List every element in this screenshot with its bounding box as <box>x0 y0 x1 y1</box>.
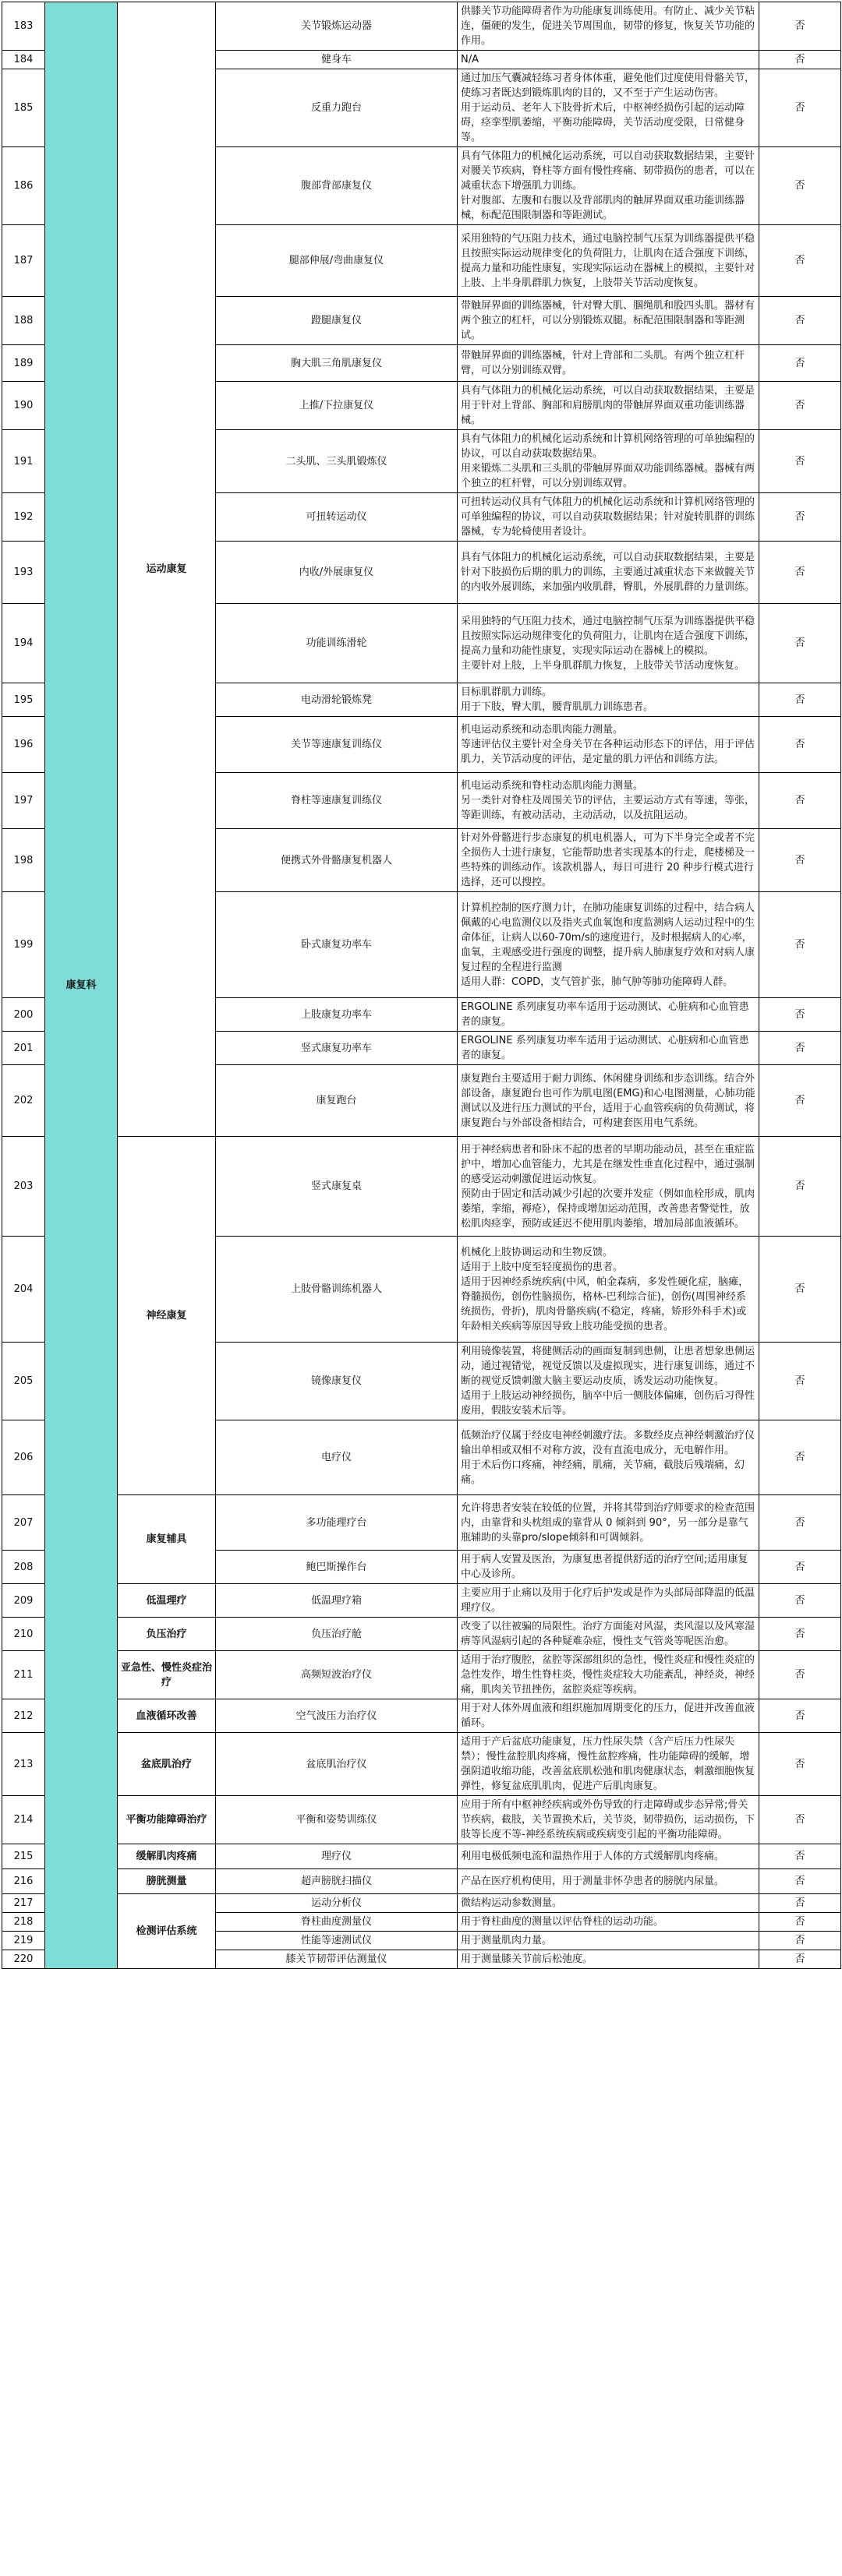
row-number: 212 <box>2 1699 45 1733</box>
description-line: 利用电极低频电流和温热作用于人体的方式缓解肌肉疼痛。 <box>461 1851 725 1862</box>
description-line: 用于运动员、老年人下肢骨折术后，中枢神经损伤引起的运动障碍，痉挛型肌萎缩，平衡功能障碍，关节活动度受限，日常健身等。 <box>461 102 745 143</box>
equipment-table <box>2 2 841 1969</box>
table-row <box>2 1796 841 1844</box>
description-line: N/A <box>461 54 479 65</box>
category-cell: 负压治疗 <box>118 1618 216 1651</box>
category-cell: 检测评估系统 <box>118 1894 216 1969</box>
description-line: 适用于上肢运动神经损伤，脑卒中后一侧肢体偏瘫，创伤后习得性废用，假肢安装术后等。 <box>461 1390 755 1417</box>
equipment-name: 二头肌、三头肌锻炼仪 <box>216 430 458 493</box>
imported-flag: 否 <box>759 430 841 493</box>
equipment-description <box>458 1237 759 1343</box>
imported-flag: 否 <box>759 1869 841 1894</box>
category-cell: 低温理疗 <box>118 1584 216 1618</box>
imported-flag: 否 <box>759 51 841 69</box>
equipment-description <box>458 1137 759 1237</box>
imported-flag: 否 <box>759 1796 841 1844</box>
row-number: 216 <box>2 1869 45 1894</box>
description-line: 机电运动系统和脊柱动态肌肉能力测量。 <box>461 780 644 792</box>
table-body <box>2 2 841 1969</box>
category-cell: 康复辅具 <box>118 1495 216 1584</box>
equipment-name: 胸大肌三角肌康复仪 <box>216 345 458 382</box>
table-row <box>2 1894 841 1913</box>
imported-flag: 否 <box>759 773 841 829</box>
description-line: 另一类针对脊柱及周围关节的评估，主要运动方式有等速，等张，等距训练，有被动活动，主动活动，以及抗阻运动。 <box>461 795 755 821</box>
equipment-description <box>458 430 759 493</box>
equipment-name: 负压治疗舱 <box>216 1618 458 1651</box>
imported-flag: 否 <box>759 297 841 345</box>
row-number: 189 <box>2 345 45 382</box>
row-number: 209 <box>2 1584 45 1618</box>
description-line: 可扭转运动仪具有气体阻力的机械化运动系统和计算机网络管理的可单独编程的协议，可以自动获取数据结果；针对旋转肌群的训练器械，专为轮椅使用者设计。 <box>461 496 755 538</box>
table-row <box>2 1137 841 1237</box>
equipment-description <box>458 1551 759 1584</box>
equipment-name: 反重力跑台 <box>216 69 458 147</box>
description-line: 应用于所有中枢神经疾病或外伤导致的行走障碍或步态异常;骨关节疾病，截肢，关节置换术后，关节炎，韧带损伤，运动损伤，下肢等长度不等-神经系统疾病或疾病变引起的平衡功能障碍。 <box>461 1799 755 1840</box>
equipment-name: 脊柱等速康复训练仪 <box>216 773 458 829</box>
equipment-name: 健身车 <box>216 51 458 69</box>
equipment-description <box>458 345 759 382</box>
description-line: 允许将患者安装在较低的位置，并将其带到治疗师要求的检查范围内，由靠背和头枕组成的靠背从 0 倾斜到 90°，另一部分是靠气瓶辅助的头靠pro/slope倾斜和可调倾斜。 <box>461 1501 755 1544</box>
equipment-description <box>458 493 759 542</box>
equipment-name: 镜像康复仪 <box>216 1343 458 1420</box>
equipment-name: 高频短波治疗仪 <box>216 1651 458 1699</box>
category-cell: 缓解肌肉疼痛 <box>118 1844 216 1869</box>
equipment-name: 多功能理疗台 <box>216 1495 458 1551</box>
row-number: 192 <box>2 493 45 542</box>
imported-flag: 否 <box>759 717 841 773</box>
description-line: 适用于因神经系统疾病(中风，帕金森病，多发性硬化症，脑瘫，脊髓损伤，创伤性脑损伤，格林-巴利综合征)，创伤(周围神经系统损伤，骨折)，肌肉骨骼疾病(不稳定，疼痛，矫形外科手术)或年龄相关疾病等原因导致上肢功能受损的患者。 <box>461 1276 749 1332</box>
equipment-name: 内收/外展康复仪 <box>216 542 458 604</box>
imported-flag: 否 <box>759 1618 841 1651</box>
equipment-description <box>458 1618 759 1651</box>
imported-flag: 否 <box>759 1733 841 1796</box>
equipment-name: 平衡和姿势训练仪 <box>216 1796 458 1844</box>
equipment-description <box>458 69 759 147</box>
row-number: 190 <box>2 382 45 430</box>
imported-flag: 否 <box>759 493 841 542</box>
equipment-name: 理疗仪 <box>216 1844 458 1869</box>
imported-flag: 否 <box>759 1551 841 1584</box>
description-line: 采用独特的气压阻力技术，通过电脑控制气压泵为训练器提供平稳且按照实际运动规律变化的负荷阻力，让肌肉在适合强度下训练，提高力量和功能性康复，实现实际运动在器械上的模拟，主要针对上肢、上半身肌群肌力恢复，上肢带关节活动度恢复。 <box>461 232 755 289</box>
equipment-name: 竖式康复桌 <box>216 1137 458 1237</box>
equipment-name: 腹部背部康复仪 <box>216 147 458 225</box>
row-number: 201 <box>2 1032 45 1065</box>
row-number: 185 <box>2 69 45 147</box>
row-number: 213 <box>2 1733 45 1796</box>
equipment-description <box>458 1420 759 1495</box>
equipment-description <box>458 829 759 892</box>
equipment-name: 空气波压力治疗仪 <box>216 1699 458 1733</box>
equipment-name: 关节等速康复训练仪 <box>216 717 458 773</box>
row-number: 184 <box>2 51 45 69</box>
imported-flag: 否 <box>759 542 841 604</box>
row-number: 218 <box>2 1913 45 1932</box>
description-line: 机械化上肢协调运动和生物反馈。 <box>461 1246 614 1258</box>
equipment-name: 盆底肌治疗仪 <box>216 1733 458 1796</box>
row-number: 202 <box>2 1065 45 1137</box>
equipment-name: 鲍巴斯操作台 <box>216 1551 458 1584</box>
description-line: 用于对人体外周血液和组织施加周期变化的压力，促进并改善血液循环。 <box>461 1703 755 1729</box>
row-number: 207 <box>2 1495 45 1551</box>
table-row <box>2 1733 841 1796</box>
row-number: 205 <box>2 1343 45 1420</box>
equipment-name: 康复跑台 <box>216 1065 458 1137</box>
row-number: 200 <box>2 998 45 1032</box>
row-number: 186 <box>2 147 45 225</box>
equipment-description <box>458 1733 759 1796</box>
equipment-description <box>458 773 759 829</box>
equipment-description <box>458 1844 759 1869</box>
equipment-description <box>458 1913 759 1932</box>
equipment-name: 上推/下拉康复仪 <box>216 382 458 430</box>
equipment-name: 关节锻炼运动器 <box>216 2 458 51</box>
imported-flag: 否 <box>759 1420 841 1495</box>
imported-flag: 否 <box>759 1932 841 1950</box>
row-number: 193 <box>2 542 45 604</box>
description-line: 带触屏界面的训练器械，针对臀大肌、腘绳肌和股四头肌。器材有两个独立的杠杆，可以分别锻炼双腿。标配范围限制器和等距测试。 <box>461 300 755 341</box>
row-number: 220 <box>2 1950 45 1969</box>
description-line: ERGOLINE 系列康复功率车适用于运动测试、心脏病和心血管患者的康复。 <box>461 1035 749 1061</box>
equipment-description <box>458 297 759 345</box>
description-line: 用于测量肌肉力量。 <box>461 1935 553 1946</box>
row-number: 206 <box>2 1420 45 1495</box>
description-line: 具有气体阻力的机械化运动系统和计算机网络管理的可单独编程的协议，可以自动获取数据结果。 <box>461 433 755 460</box>
equipment-name: 蹬腿康复仪 <box>216 297 458 345</box>
equipment-description <box>458 1343 759 1420</box>
table-row <box>2 1699 841 1733</box>
imported-flag: 否 <box>759 1237 841 1343</box>
description-line: 等速评估仪主要针对全身关节在各种运动形态下的评估，用于评估肌力，关节活动度的评估，是定量的肌力评估和训练方法。 <box>461 739 755 765</box>
equipment-description <box>458 1495 759 1551</box>
imported-flag: 否 <box>759 225 841 297</box>
equipment-name: 电动滑轮锻炼凳 <box>216 683 458 717</box>
description-line: ERGOLINE 系列康复功率车适用于运动测试、心脏病和心血管患者的康复。 <box>461 1001 749 1028</box>
equipment-name: 腿部伸展/弯曲康复仪 <box>216 225 458 297</box>
imported-flag: 否 <box>759 1950 841 1969</box>
category-cell: 盆底肌治疗 <box>118 1733 216 1796</box>
equipment-description <box>458 2 759 51</box>
imported-flag: 否 <box>759 1584 841 1618</box>
equipment-description <box>458 1796 759 1844</box>
category-cell: 血液循环改善 <box>118 1699 216 1733</box>
equipment-description <box>458 225 759 297</box>
imported-flag: 否 <box>759 382 841 430</box>
description-line: 适用人群：COPD，支气管扩张，肺气肿等肺功能障碍人群。 <box>461 976 734 988</box>
row-number: 210 <box>2 1618 45 1651</box>
description-line: 低频治疗仪属于经皮电神经刺激疗法。多数经皮点神经刺激治疗仪输出单相或双相不对称方波，没有直流电成分，无电解作用。 <box>461 1429 755 1456</box>
table-row <box>2 1495 841 1551</box>
imported-flag: 否 <box>759 345 841 382</box>
equipment-name: 性能等速测试仪 <box>216 1932 458 1950</box>
description-line: 用来锻炼二头肌和三头肌的带触屏界面双功能训练器械。器械有两个独立的杠杆臂，可以分别训练双臂。 <box>461 463 755 489</box>
category-cell: 平衡功能障碍治疗 <box>118 1796 216 1844</box>
equipment-name: 运动分析仪 <box>216 1894 458 1913</box>
equipment-description <box>458 1651 759 1699</box>
equipment-name: 竖式康复功率车 <box>216 1032 458 1065</box>
equipment-description <box>458 147 759 225</box>
imported-flag: 否 <box>759 1495 841 1551</box>
description-line: 用于下肢，臀大肌，腰背肌肌力训练患者。 <box>461 701 654 713</box>
description-line: 改变了以往被骗的局限性。治疗方面能对风湿，类风湿以及风寒湿痹等风湿病引起的各种疑难杂症，慢性支气管炎等呢医治愈。 <box>461 1621 755 1647</box>
description-line: 针对腹部、左腹和右腹以及背部肌肉的触屏界面双重功能训练器械，标配范围限制器和等距测试。 <box>461 195 745 221</box>
row-number: 198 <box>2 829 45 892</box>
description-line: 适用于产后盆底功能康复，压力性尿失禁（含产后压力性尿失禁）；慢性盆腔肌肉疼痛，慢性盆腔疼痛，性功能障碍的缓解，增强阴道收缩功能，改善盆底肌松弛和肌肉健康状态，刺激细胞恢复弹性，修复盆底肌肌肉，促进产后肌肉康复。 <box>461 1736 755 1792</box>
description-line: 具有气体阻力的机械化运动系统，可以自动获取数据结果，主要是针对下肢损伤后期的肌力的训练，主要通过减重状态下来做髋关节的内收外展训练，来加强内收肌群，臀肌，外展肌群的力量训练。 <box>461 552 755 593</box>
description-line: 主要针对上肢，上半身肌群肌力恢复，上肢带关节活动度恢复。 <box>461 659 745 672</box>
imported-flag: 否 <box>759 829 841 892</box>
row-number: 197 <box>2 773 45 829</box>
category-cell: 膀胱测量 <box>118 1869 216 1894</box>
table-row <box>2 1869 841 1894</box>
description-line: 预防由于固定和活动减少引起的次要并发症（例如血栓形成，肌肉萎缩，挛缩，褥疮），保持或增加运动范围，改善患者警觉性，放松肌肉痉挛，预防或延迟不使用肌肉萎缩，增加局部血液循环。 <box>461 1187 755 1230</box>
description-line: 用于脊柱曲度的测量以评估脊柱的运动功能。 <box>461 1916 664 1928</box>
description-line: 利用镜像装置，将健侧活动的画面复制到患侧，让患者想象患侧运动，通过视错觉，视觉反馈以及虚拟现实，进行康复训练，通过不断的视觉反馈刺激大脑主要运动皮质，诱发运动功能恢复。 <box>461 1346 755 1387</box>
equipment-description <box>458 604 759 683</box>
description-line: 计算机控制的医疗测力计，在肺功能康复训练的过程中，结合病人佩戴的心电监测仪以及指夹式血氧饱和度监测病人运动过程中的生命体征，让病人以60-70m/s的速度进行，及时根据病人的心率，血氧，主观感受进行强度的调整，提升病人肺康复疗效和对病人康复过程的全程进行监测 <box>461 902 755 973</box>
imported-flag: 否 <box>759 892 841 998</box>
equipment-name: 上肢骨骼训练机器人 <box>216 1237 458 1343</box>
table-row <box>2 1844 841 1869</box>
category-cell: 神经康复 <box>118 1137 216 1495</box>
description-line: 用于病人安置及医治，为康复患者提供舒适的治疗空间;适用康复中心及诊所。 <box>461 1554 748 1580</box>
equipment-description <box>458 382 759 430</box>
equipment-name: 可扭转运动仪 <box>216 493 458 542</box>
table-row <box>2 2 841 51</box>
equipment-description <box>458 1894 759 1913</box>
description-line: 康复跑台主要适用于耐力训练、休闲健身训练和步态训练。结合外部设备，康复跑台也可作为肌电图(EMG)和心电图测量，心肺功能测试以及进行压力测试的平台，适用于心血管疾病的负荷测试，将康复跑台与外部设备相结合，可构建套医用电气系统。 <box>461 1072 755 1129</box>
table-row <box>2 1651 841 1699</box>
row-number: 191 <box>2 430 45 493</box>
row-number: 208 <box>2 1551 45 1584</box>
row-number: 204 <box>2 1237 45 1343</box>
row-number: 194 <box>2 604 45 683</box>
equipment-description <box>458 683 759 717</box>
description-line: 供膝关节功能障碍者作为功能康复训练使用。有防止、减少关节粘连，僵硬的发生，促进关节周围血，韧带的修复，恢复关节功能的作用。 <box>461 5 755 47</box>
equipment-name: 卧式康复功率车 <box>216 892 458 998</box>
equipment-description <box>458 717 759 773</box>
equipment-description <box>458 51 759 69</box>
category-cell: 亚急性、慢性炎症治疗 <box>118 1651 216 1699</box>
imported-flag: 否 <box>759 683 841 717</box>
row-number: 199 <box>2 892 45 998</box>
row-number: 196 <box>2 717 45 773</box>
description-line: 目标肌群肌力训练。 <box>461 686 553 698</box>
table-row <box>2 1584 841 1618</box>
equipment-name: 便携式外骨骼康复机器人 <box>216 829 458 892</box>
description-line: 微结构运动参数测量。 <box>461 1897 563 1909</box>
imported-flag: 否 <box>759 69 841 147</box>
category-cell: 运动康复 <box>118 2 216 1137</box>
equipment-description <box>458 1065 759 1137</box>
equipment-description <box>458 892 759 998</box>
imported-flag: 否 <box>759 1137 841 1237</box>
description-line: 用于术后伤口疼痛，神经痛，肌痛，关节痛，截肢后残端痛，幻痛。 <box>461 1459 745 1486</box>
department-cell: 康复科 <box>45 2 118 1969</box>
description-line: 具有气体阻力的机械化运动系统，可以自动获取数据结果，主要针对腰关节疾病，脊柱等方面有慢性疼痛、韧带损伤的患者，可以在减重状态下增强肌力训练。 <box>461 150 755 192</box>
imported-flag: 否 <box>759 1651 841 1699</box>
row-number: 217 <box>2 1894 45 1913</box>
imported-flag: 否 <box>759 1065 841 1137</box>
equipment-name: 上肢康复功率车 <box>216 998 458 1032</box>
equipment-name: 低温理疗箱 <box>216 1584 458 1618</box>
imported-flag: 否 <box>759 998 841 1032</box>
imported-flag: 否 <box>759 604 841 683</box>
imported-flag: 否 <box>759 1699 841 1733</box>
equipment-description <box>458 1932 759 1950</box>
equipment-description <box>458 1869 759 1894</box>
description-line: 机电运动系统和动态肌肉能力测量。 <box>461 724 624 736</box>
description-line: 适用于上肢中度至轻度损伤的患者。 <box>461 1261 624 1273</box>
equipment-name: 膝关节韧带评估测量仪 <box>216 1950 458 1969</box>
equipment-name: 超声膀胱扫描仪 <box>216 1869 458 1894</box>
equipment-description <box>458 1950 759 1969</box>
equipment-name: 脊柱曲度测量仪 <box>216 1913 458 1932</box>
imported-flag: 否 <box>759 1032 841 1065</box>
equipment-description <box>458 1584 759 1618</box>
description-line: 用于测量膝关节前后松弛度。 <box>461 1953 593 1965</box>
equipment-description <box>458 1699 759 1733</box>
description-line: 主要应用于止痛以及用于化疗后护发或是作为头部局部降温的低温理疗仪。 <box>461 1587 755 1614</box>
equipment-name: 电疗仪 <box>216 1420 458 1495</box>
row-number: 183 <box>2 2 45 51</box>
description-line: 具有气体阻力的机械化运动系统，可以自动获取数据结果，主要是用于针对上背部、胸部和肩膀肌肉的带触屏界面双重功能训练器械。 <box>461 385 755 426</box>
row-number: 195 <box>2 683 45 717</box>
description-line: 产品在医疗机构使用，用于测量非怀孕患者的膀胱内尿量。 <box>461 1876 725 1887</box>
row-number: 187 <box>2 225 45 297</box>
description-line: 适用于治疗腹腔，盆腔等深部组织的急性，慢性炎症和慢性炎症的急性发作，增生性脊柱炎，慢性炎症较大功能紊乱，神经炎，神经痛，肌肉关节扭挫伤，盆腔炎症等疾病。 <box>461 1654 755 1696</box>
description-line: 带触屏界面的训练器械，针对上背部和二头肌。有两个独立杠杆臂，可以分别训练双臂。 <box>461 350 745 376</box>
row-number: 219 <box>2 1932 45 1950</box>
equipment-description <box>458 998 759 1032</box>
row-number: 211 <box>2 1651 45 1699</box>
imported-flag: 否 <box>759 2 841 51</box>
row-number: 215 <box>2 1844 45 1869</box>
imported-flag: 否 <box>759 1343 841 1420</box>
row-number: 188 <box>2 297 45 345</box>
row-number: 214 <box>2 1796 45 1844</box>
description-line: 采用独特的气压阻力技术，通过电脑控制气压泵为训练器提供平稳且按照实际运动规律变化的负荷阻力，让肌肉在适合强度下训练，提高力量和功能性康复，实现实际运动在器械上的模拟。 <box>461 615 755 657</box>
table-row <box>2 1618 841 1651</box>
equipment-description <box>458 1032 759 1065</box>
description-line: 针对外骨骼进行步态康复的机电机器人，可为下半身完全或者不完全损伤人士进行康复，它能帮助患者实现基本的行走，爬楼梯及一些特殊的训练动作。该款机器人，每日可进行 20 种步行模式进行选择，还可以搜控。 <box>461 832 755 888</box>
description-line: 通过加压气囊减轻练习者身体体重，避免他们过度使用骨骼关节，使练习者既达到锻炼肌肉的目的，又不至于产生运动伤害。 <box>461 72 755 99</box>
imported-flag: 否 <box>759 1894 841 1913</box>
equipment-description <box>458 542 759 604</box>
imported-flag: 否 <box>759 1913 841 1932</box>
equipment-name: 功能训练滑轮 <box>216 604 458 683</box>
description-line: 用于神经病患者和卧床不起的患者的早期功能动员，甚至在重症监护中，增加心血管能力，尤其是在继发性垂直化过程中，通过强制的感受运动刺激促进运动恢复。 <box>461 1143 755 1185</box>
imported-flag: 否 <box>759 147 841 225</box>
row-number: 203 <box>2 1137 45 1237</box>
imported-flag: 否 <box>759 1844 841 1869</box>
